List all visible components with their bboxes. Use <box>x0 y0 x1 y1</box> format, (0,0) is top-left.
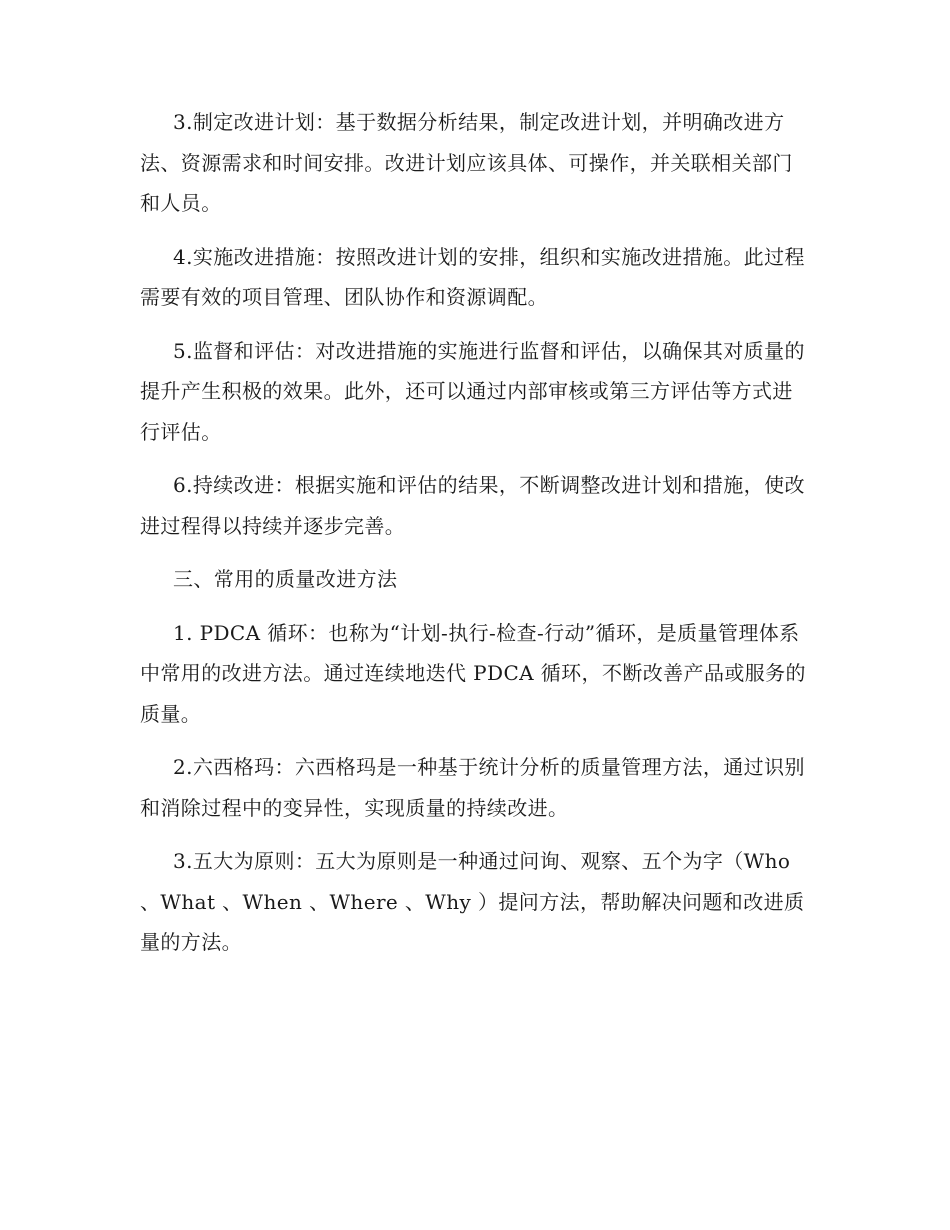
paragraph-five-whys: 3.五大为原则：五大为原则是一种通过问询、观察、五个为字（Who 、What 、When 、Where 、Why ）提问方法，帮助解决问题和改进质量的方法。 <box>140 849 805 954</box>
paragraph-six-sigma: 2.六西格玛：六西格玛是一种基于统计分析的质量管理方法，通过识别和消除过程中的变异性，实现质量的持续改进。 <box>140 755 805 820</box>
paragraph-pdca: 1. PDCA 循环：也称为“计划-执行-检查-行动”循环，是质量管理体系中常用的改进方法。通过连续地迭代 PDCA 循环，不断改善产品或服务的质量。 <box>140 620 806 726</box>
paragraph-plan-improvement: 3.制定改进计划：基于数据分析结果，制定改进计划，并明确改进方法、资源需求和时间安排。改进计划应该具体、可操作，并关联相关部门和人员。 <box>140 110 793 215</box>
document-body <box>140 102 808 976</box>
paragraph-continuous-improvement: 6.持续改进：根据实施和评估的结果，不断调整改进计划和措施，使改进过程得以持续并逐步完善。 <box>140 473 805 538</box>
paragraph-monitor-evaluate: 5.监督和评估：对改进措施的实施进行监督和评估，以确保其对质量的提升产生积极的效果。此外，还可以通过内部审核或第三方评估等方式进行评估。 <box>140 338 805 444</box>
paragraph-implement-measures: 4.实施改进措施：按照改进计划的安排，组织和实施改进措施。此过程需要有效的项目管理、团队协作和资源调配。 <box>140 244 805 309</box>
section-heading-methods: 三、常用的质量改进方法 <box>173 567 398 591</box>
